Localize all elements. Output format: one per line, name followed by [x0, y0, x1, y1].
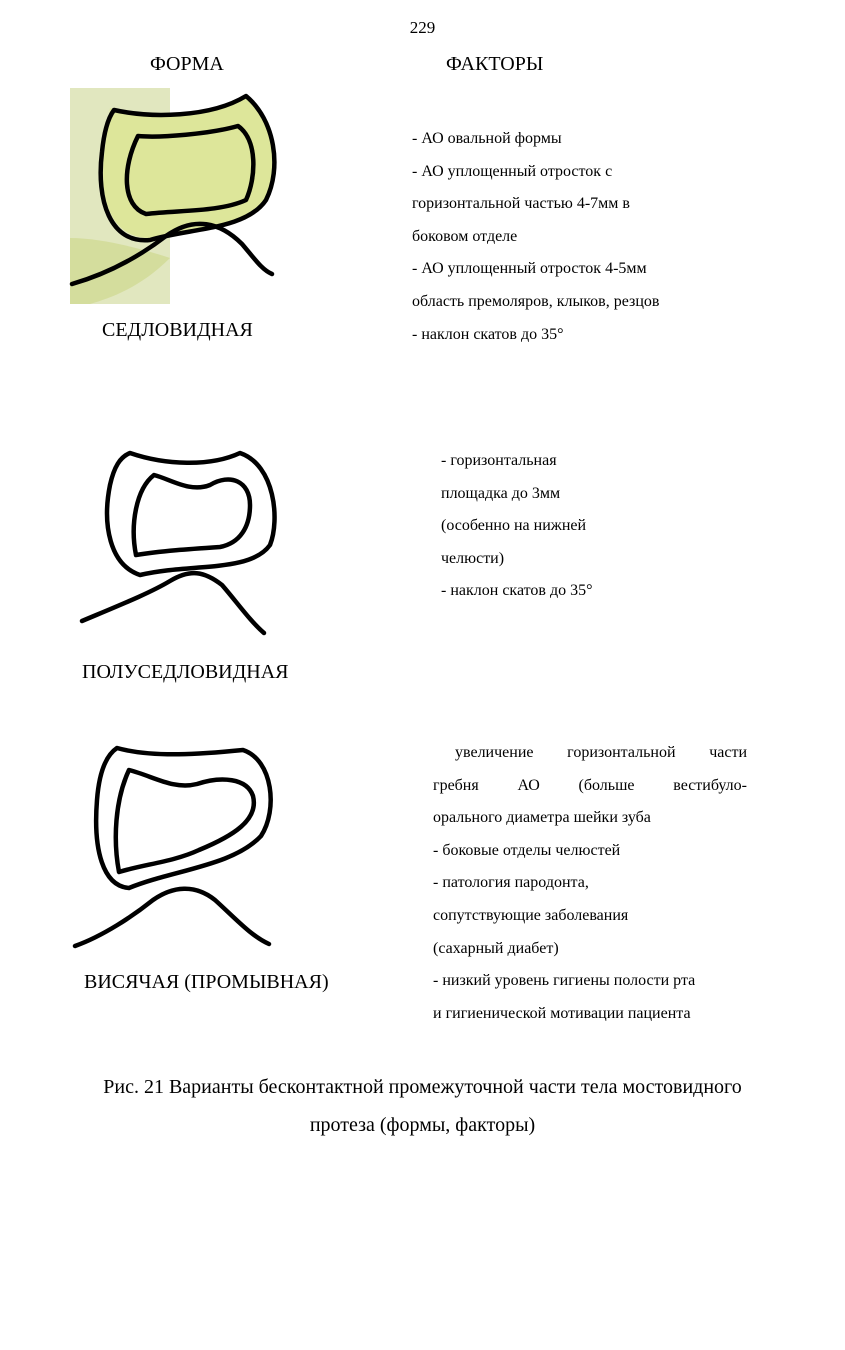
factor-list-hanging: [433, 737, 747, 1030]
factor-item: гребня АО (больше вестибуло-: [433, 776, 747, 794]
semi-saddle-pontic-illustration: [80, 445, 280, 640]
factor-item: - АО овальной формы: [412, 130, 562, 147]
factor-item: боковом отделе: [412, 227, 518, 245]
caption-line-1: Рис. 21 Варианты бесконтактной промежуточной части тела мостовидного: [103, 1076, 742, 1098]
factor-list-saddle: [412, 123, 659, 351]
factor-item: и гигиенической мотивации пациента: [433, 1004, 691, 1022]
form-column-header: ФОРМА: [150, 53, 224, 75]
factor-item: - АО уплощенный отросток 4-5мм: [412, 260, 647, 278]
factor-item: площадка до 3мм: [441, 484, 561, 502]
figure-caption: [0, 1068, 845, 1144]
factor-item: орального диаметра шейки зуба: [433, 809, 651, 827]
hanging-pontic-illustration: [73, 740, 278, 952]
page-number: 229: [409, 18, 436, 37]
factor-item: - горизонтальная: [441, 452, 557, 469]
caption-line-2: протеза (формы, факторы): [309, 1114, 536, 1136]
factor-item: область премоляров, клыков, резцов: [412, 292, 660, 310]
factor-item: - АО уплощенный отросток с: [412, 162, 613, 180]
factor-item: увеличение горизонтальной части: [455, 744, 747, 761]
form-name-semi-saddle: ПОЛУСЕДЛОВИДНАЯ: [82, 661, 289, 683]
factor-item: (сахарный диабет): [433, 939, 559, 957]
form-name-hanging: ВИСЯЧАЯ (ПРОМЫВНАЯ): [84, 971, 329, 993]
factor-item: - наклон скатов до 35°: [441, 582, 593, 600]
saddle-pontic-illustration: [70, 88, 285, 308]
factors-column-header: ФАКТОРЫ: [446, 53, 544, 75]
factor-item: (особенно на нижней: [441, 517, 587, 535]
factor-item: челюсти): [441, 549, 505, 567]
form-name-saddle: СЕДЛОВИДНАЯ: [102, 319, 253, 341]
factor-item: - низкий уровень гигиены полости рта: [433, 972, 696, 990]
factor-item: сопутствующие заболевания: [433, 906, 629, 924]
factor-item: - наклон скатов до 35°: [412, 325, 564, 343]
factor-list-semi-saddle: [441, 445, 593, 608]
factor-item: - боковые отделы челюстей: [433, 841, 621, 859]
factor-item: - патология пародонта,: [433, 874, 589, 892]
factor-item: горизонтальной частью 4-7мм в: [412, 195, 630, 213]
